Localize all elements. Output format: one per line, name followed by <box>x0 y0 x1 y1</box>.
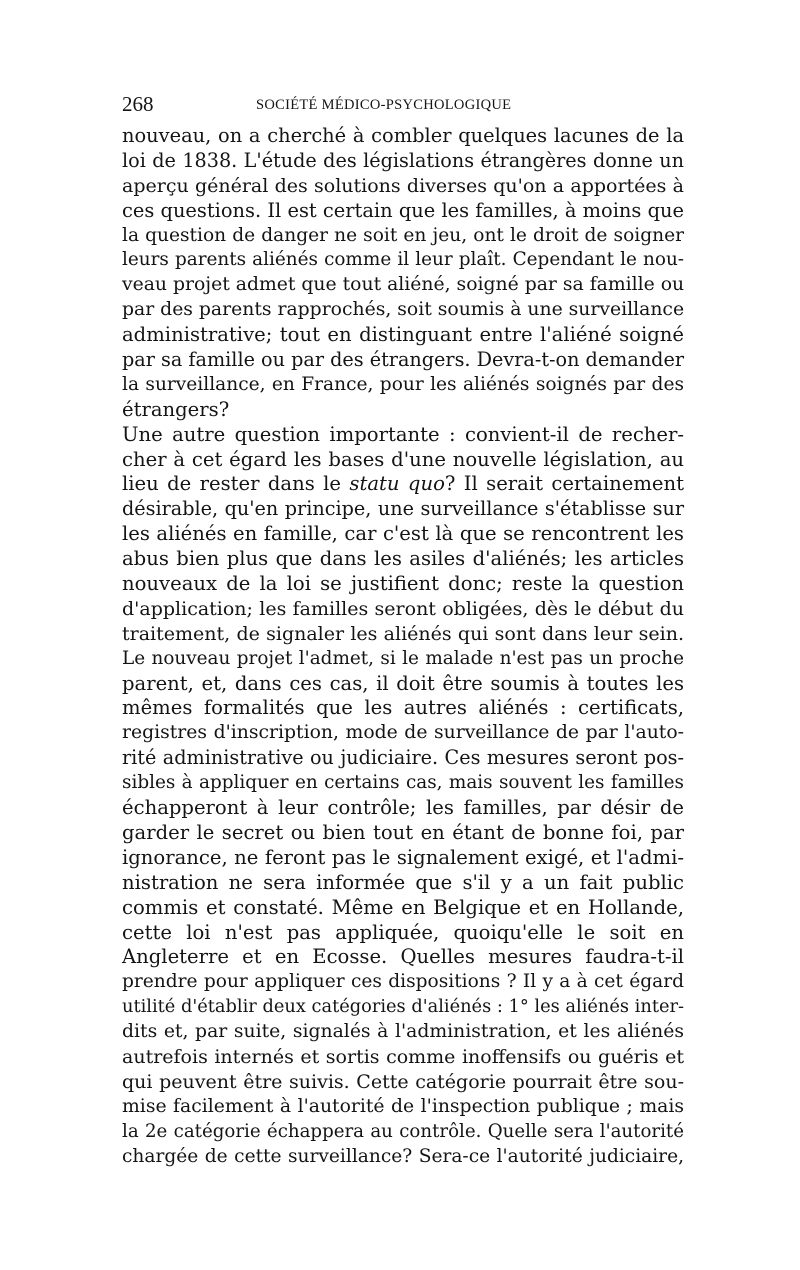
text-line: mise facilement à l'autorité de l'inspection publique ; mais <box>122 1095 684 1117</box>
text-line: échapperont à leur contrôle; les familles, par désir de <box>122 796 684 820</box>
text-line: désirable, qu'en principe, une surveillance s'établisse sur <box>122 497 684 521</box>
text-line: Angleterre et en Ecosse. Quelles mesures faudra-t-il <box>122 945 684 969</box>
text-line: administrative; tout en distinguant entre l'aliéné soigné <box>122 323 684 347</box>
text-line: autrefois internés et sortis comme inoffensifs ou guéris et <box>122 1045 684 1068</box>
text-line-with-italic <box>122 472 684 497</box>
text-line: nouveau, on a cherché à combler quelques lacunes de la <box>122 124 684 147</box>
page-number: 268 <box>122 92 154 116</box>
text-line: ces questions. Il est certain que les familles, à moins que <box>122 198 684 222</box>
text-fragment: lieu de rester dans le <box>122 472 342 496</box>
text-line: prendre pour appliquer ces dispositions ? Il y a à cet égard <box>122 971 684 993</box>
text-line: garder le secret ou bien tout en étant de bonne foi, par <box>122 820 684 844</box>
text-line: utilité d'établir deux catégories d'aliénés : 1° les aliénés inter- <box>122 996 684 1018</box>
italic-phrase: statu quo <box>349 472 445 496</box>
text-line: sibles à appliquer en certains cas, mais souvent les familles <box>122 772 684 794</box>
text-line: d'application; les familles seront obligées, dès le début du <box>122 597 684 620</box>
text-line: Le nouveau projet l'admet, si le malade n'est pas un proche <box>122 647 684 669</box>
text-line: aperçu général des solutions diverses qu'on a apportées à <box>122 174 684 197</box>
text-line: commis et constaté. Même en Belgique et en Hollande, <box>122 895 684 919</box>
text-line: la surveillance, en France, pour les aliénés soignés par des <box>122 373 684 395</box>
body-text <box>122 124 684 1169</box>
text-line: cher à cet égard les bases d'une nouvelle législation, au <box>122 447 684 471</box>
text-line: mêmes formalités que les autres aliénés : certificats, <box>122 696 684 720</box>
text-line: abus bien plus que dans les asiles d'aliénés; les articles <box>122 547 684 571</box>
text-line: cette loi n'est pas appliquée, quoiqu'elle le soit en <box>122 920 684 944</box>
text-line: les aliénés en famille, car c'est là que se rencontrent les <box>122 522 684 546</box>
text-line: la question de danger ne soit en jeu, ont le droit de soigner <box>122 224 684 246</box>
text-fragment: ? Il serait certainement <box>444 472 685 496</box>
text-line: par sa famille ou par des étrangers. Devra-t-on demander <box>122 348 684 372</box>
page-header <box>122 92 684 116</box>
text-line: nouveaux de la loi se justifient donc; reste la question <box>122 572 684 596</box>
text-line: Une autre question importante : convient-il de recher- <box>122 422 684 446</box>
text-line: veau projet admet que tout aliéné, soigné par sa famille ou <box>122 274 685 296</box>
running-head: SOCIÉTÉ MÉDICO-PSYCHOLOGIQUE <box>256 97 512 113</box>
text-line: qui peuvent être suivis. Cette catégorie pourrait être sou- <box>122 1070 684 1093</box>
text-line: rité administrative ou judiciaire. Ces mesures seront pos- <box>122 746 684 770</box>
text-line: traitement, de signaler les aliénés qui sont dans leur sein. <box>122 622 684 645</box>
text-line: par des parents rapprochés, soit soumis à une surveillance <box>122 299 685 321</box>
text-line: parent, et, dans ces cas, il doit être soumis à toutes les <box>122 671 684 695</box>
text-line: la 2e catégorie échappera au contrôle. Quelle sera l'autorité <box>122 1120 684 1142</box>
text-line: dits et, par suite, signalés à l'administration, et les aliénés <box>122 1021 684 1043</box>
text-line: chargée de cette surveillance? Sera-ce l'autorité judiciaire, <box>122 1145 684 1167</box>
text-line: loi de 1838. L'étude des législations étrangères donne un <box>122 148 684 172</box>
text-line: étrangers? <box>122 397 230 421</box>
text-line: nistration ne sera informée que s'il y a un fait public <box>122 870 684 894</box>
text-line: registres d'inscription, mode de surveillance de par l'auto- <box>122 722 684 744</box>
text-line: leurs parents aliénés comme il leur plaît. Cependant le nou- <box>122 249 684 271</box>
text-line: ignorance, ne feront pas le signalement exigé, et l'admi- <box>122 845 684 869</box>
